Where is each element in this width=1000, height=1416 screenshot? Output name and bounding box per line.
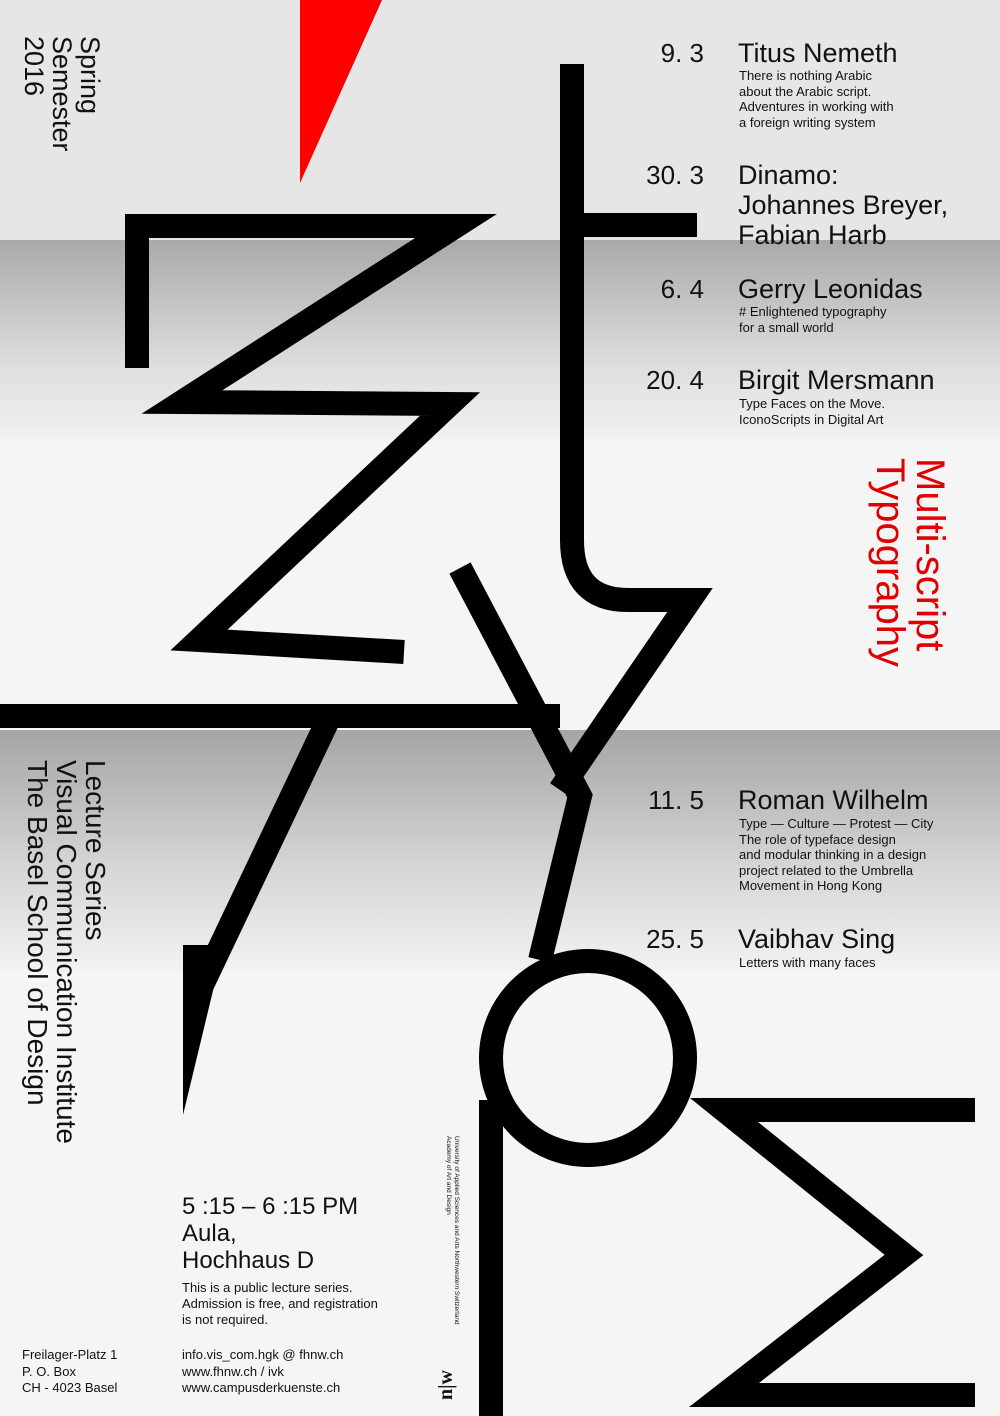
lecture-speaker: Vaibhav Sing — [738, 924, 896, 954]
note-line: is not required. — [182, 1312, 268, 1327]
series-line: Lecture Series — [80, 760, 111, 941]
lecture-date: 6. 4 — [660, 274, 704, 304]
red-triangle-accent — [300, 0, 382, 183]
speaker-line: Fabian Harb — [738, 220, 887, 250]
place-line: Aula, — [182, 1220, 237, 1247]
event-time: 5 :15 – 6 :15 PM — [182, 1193, 359, 1220]
description-line: about the Arabic script. — [739, 83, 872, 99]
description-line: Letters with many faces — [739, 955, 876, 970]
address-line: Freilager-Platz 1 — [22, 1347, 118, 1362]
lecture-date: 30. 3 — [646, 160, 704, 190]
address-line: CH - 4023 Basel — [22, 1380, 118, 1395]
postal-address — [22, 1347, 117, 1397]
semester-line: 2016 — [19, 36, 49, 97]
description-line: Movement in Hong Kong — [739, 878, 883, 893]
institution-line: Academy of Art and Design — [445, 1136, 452, 1215]
lecture-speaker: Roman Wilhelm — [738, 785, 929, 815]
lecture-speaker — [738, 160, 948, 250]
series-label — [23, 760, 110, 1144]
lecture-description — [739, 955, 876, 971]
lecture-description — [739, 304, 886, 335]
note-line: Admission is free, and registration — [182, 1296, 378, 1311]
description-line: project related to the Umbrella — [739, 862, 914, 878]
description-line: a foreign writing system — [739, 114, 876, 130]
description-line: Type Faces on the Move. — [739, 396, 885, 411]
event-note — [182, 1280, 378, 1328]
title-line: Multi-script — [908, 458, 952, 652]
event-details — [182, 1193, 378, 1328]
glyph-sigma — [724, 1110, 975, 1395]
lecture-description — [739, 68, 894, 130]
note-line: This is a public lecture series. — [182, 1280, 353, 1295]
fhnw-logo — [434, 1340, 456, 1400]
lecture-date: 9. 3 — [660, 38, 704, 68]
description-line: for a small world — [739, 319, 834, 335]
glyph-rho-bowl — [491, 961, 685, 1155]
contact-info — [182, 1347, 343, 1397]
lecture-speaker: Gerry Leonidas — [738, 274, 923, 304]
semester-line: Spring — [75, 36, 105, 115]
semester-label — [20, 36, 104, 152]
lecture-date: 20. 4 — [646, 365, 704, 395]
lecture-date: 25. 5 — [646, 924, 704, 954]
semester-line: Semester — [47, 36, 77, 152]
contact-email[interactable]: info.vis_com.hgk @ fhnw.ch — [182, 1347, 344, 1362]
speaker-line: Johannes Breyer, — [738, 190, 949, 220]
series-line: The Basel School of Design — [22, 760, 53, 1106]
lecture-description — [739, 396, 885, 427]
lecture-date: 11. 5 — [648, 785, 704, 815]
lecture-speaker: Birgit Mersmann — [738, 365, 935, 395]
description-line: The role of typeface design — [739, 831, 896, 847]
lecture-description — [739, 816, 933, 894]
title-line: Typography — [868, 458, 912, 668]
description-line: and modular thinking in a design — [739, 847, 927, 862]
poster-title — [870, 458, 950, 667]
description-line: # Enlightened typography — [739, 304, 887, 319]
lecture-speaker: Titus Nemeth — [738, 38, 898, 68]
institution-label — [444, 1136, 460, 1325]
glyph-zigzag — [137, 226, 456, 652]
series-line: Visual Communication Institute — [51, 760, 82, 1144]
logo-text: n|w — [435, 1370, 457, 1400]
place-line: Hochhaus D — [182, 1247, 315, 1274]
glyph-lambda — [460, 568, 580, 960]
event-place — [182, 1220, 378, 1274]
address-line: P. O. Box — [22, 1363, 76, 1379]
contact-website[interactable]: www.fhnw.ch / ivk — [182, 1363, 284, 1379]
institution-line: University of Applied Sciences and Arts Northwestern Switzerland — [453, 1136, 460, 1325]
speaker-line: Dinamo: — [738, 160, 839, 190]
description-line: Adventures in working with — [739, 99, 894, 114]
description-line: IconoScripts in Digital Art — [739, 411, 884, 427]
description-line: Type — Culture — Protest — City — [739, 816, 934, 831]
description-line: There is nothing Arabic — [739, 68, 872, 83]
contact-website[interactable]: www.campusderkuenste.ch — [182, 1380, 341, 1395]
